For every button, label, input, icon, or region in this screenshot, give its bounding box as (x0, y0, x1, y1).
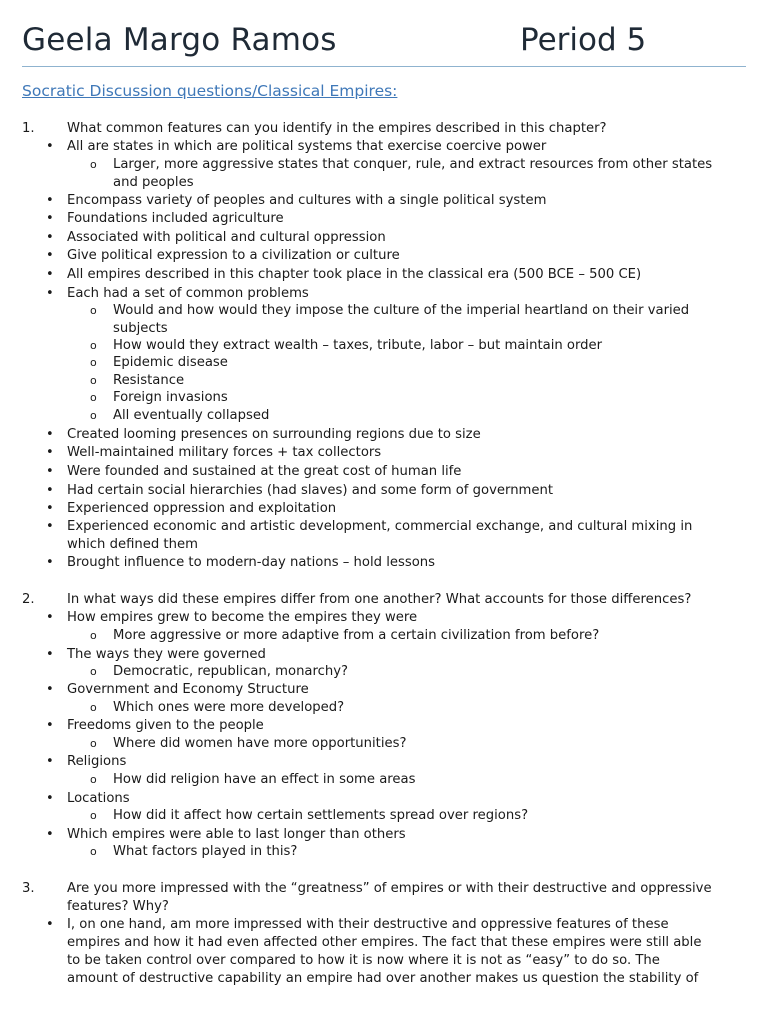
sub-list-item: What factors played in this? (113, 844, 298, 859)
sub-bullet-glyph: o (90, 809, 97, 822)
sub-bullet-glyph: o (90, 665, 97, 678)
list-item: Experienced oppression and exploitation (67, 501, 337, 516)
list-item-continued: which defined them (67, 537, 198, 552)
bullet-glyph: • (46, 718, 54, 733)
list-item: Created looming presences on surrounding regions due to size (67, 427, 481, 442)
sub-bullet-glyph: o (90, 391, 97, 404)
bullet-glyph: • (46, 827, 54, 842)
answer-paragraph-line: I, on one hand, am more impressed with their destructive and oppressive features of these (67, 917, 669, 932)
sub-list-item: More aggressive or more adaptive from a certain civilization from before? (113, 628, 600, 643)
sub-list-item: Where did women have more opportunities? (113, 736, 407, 751)
class-period: Period 5 (520, 22, 647, 58)
sub-list-item: Democratic, republican, monarchy? (113, 664, 349, 679)
sub-bullet-glyph: o (90, 356, 97, 369)
bullet-glyph: • (46, 464, 54, 479)
sub-list-item: Would and how would they impose the culture of the imperial heartland on their varied (113, 303, 690, 318)
bullet-glyph: • (46, 501, 54, 516)
bullet-glyph: • (46, 647, 54, 662)
bullet-glyph: • (46, 139, 54, 154)
sub-bullet-glyph: o (90, 374, 97, 387)
answer-paragraph-line: to be taken control over compared to how it is now where it is not as “easy” to do so. The (67, 953, 660, 968)
sub-list-item-continued: and peoples (113, 175, 194, 190)
bullet-glyph: • (46, 917, 54, 932)
bullet-glyph: • (46, 610, 54, 625)
sub-bullet-glyph: o (90, 737, 97, 750)
list-item: Religions (67, 754, 127, 769)
bullet-glyph: • (46, 754, 54, 769)
question-text: Are you more impressed with the “greatness” of empires or with their destructive and oppressive (67, 881, 712, 896)
bullet-glyph: • (46, 427, 54, 442)
sub-list-item: How did it affect how certain settlements spread over regions? (113, 808, 529, 823)
document-subtitle: Socratic Discussion questions/Classical Empires: (22, 82, 398, 100)
list-item: Locations (67, 791, 130, 806)
question-text: In what ways did these empires differ from one another? What accounts for those differences? (67, 592, 692, 607)
sub-list-item: How would they extract wealth – taxes, tribute, labor – but maintain order (113, 338, 603, 353)
list-item: Government and Economy Structure (67, 682, 309, 697)
sub-list-item: Resistance (113, 373, 185, 388)
bullet-glyph: • (46, 193, 54, 208)
sub-list-item: Which ones were more developed? (113, 700, 345, 715)
list-item: Experienced economic and artistic development, commercial exchange, and cultural mixing in (67, 519, 693, 534)
bullet-glyph: • (46, 483, 54, 498)
student-name: Geela Margo Ramos (22, 22, 337, 58)
sub-bullet-glyph: o (90, 701, 97, 714)
sub-bullet-glyph: o (90, 845, 97, 858)
bullet-glyph: • (46, 682, 54, 697)
bullet-glyph: • (46, 211, 54, 226)
list-item: Encompass variety of peoples and cultures with a single political system (67, 193, 547, 208)
list-item: Well-maintained military forces + tax collectors (67, 445, 382, 460)
sub-bullet-glyph: o (90, 409, 97, 422)
bullet-glyph: • (46, 445, 54, 460)
sub-bullet-glyph: o (90, 773, 97, 786)
sub-list-item: How did religion have an effect in some areas (113, 772, 416, 787)
bullet-glyph: • (46, 286, 54, 301)
question-number: 3. (22, 881, 35, 896)
sub-list-item-continued: subjects (113, 321, 168, 336)
list-item: Give political expression to a civilization or culture (67, 248, 400, 263)
bullet-glyph: • (46, 519, 54, 534)
question-number: 1. (22, 121, 35, 136)
list-item: The ways they were governed (67, 647, 266, 662)
question-text-continued: features? Why? (67, 899, 169, 914)
question-text: What common features can you identify in the empires described in this chapter? (67, 121, 607, 136)
list-item: Brought influence to modern-day nations – hold lessons (67, 555, 436, 570)
bullet-glyph: • (46, 267, 54, 282)
document-header (22, 22, 746, 67)
list-item: Which empires were able to last longer than others (67, 827, 406, 842)
sub-bullet-glyph: o (90, 304, 97, 317)
bullet-glyph: • (46, 791, 54, 806)
bullet-glyph: • (46, 230, 54, 245)
answer-paragraph-line: amount of destructive capability an empire had over another makes us question the stability of (67, 971, 699, 986)
sub-list-item: All eventually collapsed (113, 408, 270, 423)
bullet-glyph: • (46, 248, 54, 263)
sub-bullet-glyph: o (90, 158, 97, 171)
list-item: Freedoms given to the people (67, 718, 264, 733)
answer-paragraph-line: empires and how it had even affected other empires. The fact that these empires were still able (67, 935, 702, 950)
sub-list-item: Epidemic disease (113, 355, 228, 370)
sub-bullet-glyph: o (90, 629, 97, 642)
sub-list-item: Larger, more aggressive states that conquer, rule, and extract resources from other states (113, 157, 713, 172)
list-item: Each had a set of common problems (67, 286, 309, 301)
sub-bullet-glyph: o (90, 339, 97, 352)
list-item: Were founded and sustained at the great cost of human life (67, 464, 462, 479)
list-item: All empires described in this chapter took place in the classical era (500 BCE – 500 CE) (67, 267, 642, 282)
list-item: How empires grew to become the empires they were (67, 610, 418, 625)
list-item: All are states in which are political systems that exercise coercive power (67, 139, 547, 154)
list-item: Associated with political and cultural oppression (67, 230, 386, 245)
list-item: Had certain social hierarchies (had slaves) and some form of government (67, 483, 554, 498)
question-number: 2. (22, 592, 35, 607)
bullet-glyph: • (46, 555, 54, 570)
list-item: Foundations included agriculture (67, 211, 284, 226)
sub-list-item: Foreign invasions (113, 390, 228, 405)
